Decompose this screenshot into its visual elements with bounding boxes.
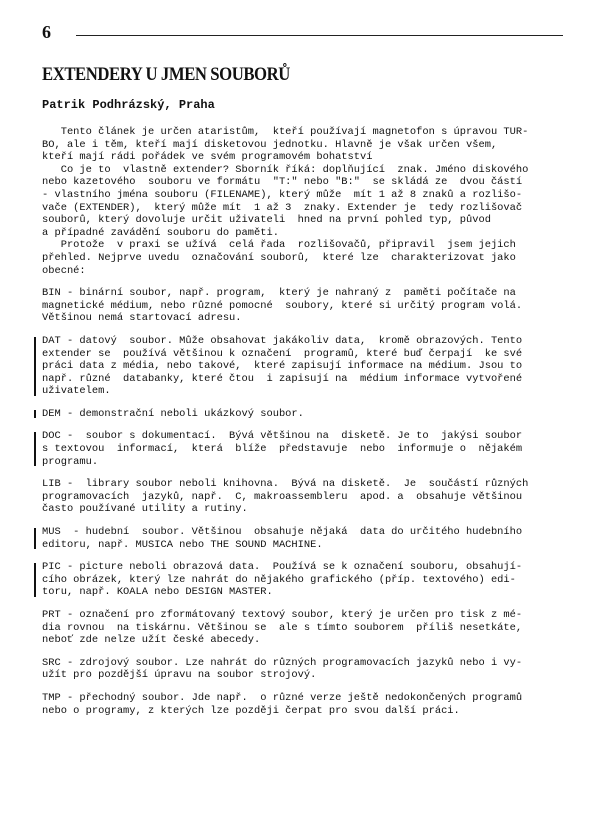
extender-entry-src [42,657,572,682]
entry-line: uživatelem. [42,385,111,398]
entry-line: TMP - přechodný soubor. Jde např. o různé verze ještě nedokončených programů [42,691,523,704]
intro-line: kteří mají rádi pořádek ve svém programovém bohatství [42,151,373,164]
intro-line: nebo kazetového souboru ve formátu "T:" nebo "B:" se skládá ze dvou částí [42,176,523,189]
entry-line: editoru, např. MUSICA nebo THE SOUND MACHINE. [42,538,323,551]
intro-paragraph [42,126,572,277]
extender-entry-doc [42,430,572,468]
intro-line: BO, ale i těm, kteří mají disketovou jednotku. Hlavně je však určen všem, [42,138,498,151]
entry-line: SRC - zdrojový soubor. Lze nahrát do různých programovacích jazyků nebo i vy- [42,656,523,669]
entry-line: s textovou informací, která blíže představuje nebo informuje o nějakém [42,443,523,456]
extender-entry-dat [42,335,572,398]
extender-entry-tmp [42,692,572,717]
entry-line: magnetické médium, nebo různé pomocné soubory, které si určitý program volá. [42,299,523,312]
article-body [42,126,572,717]
entry-line: extender se používá většinou k označení programů, které buď čerpají ke své [42,347,523,360]
entry-line: Většinou nemá startovací adresu. [42,312,242,325]
entry-line: PRT - označení pro zformátovaný textový soubor, který je určen pro tisk z mé- [42,609,523,621]
entry-line: toru, např. KOALA nebo DESIGN MASTER. [42,586,273,599]
extender-entry-lib [42,478,572,516]
margin-mark [34,410,36,419]
entry-line: DEM - demonstrační neboli ukázkový soubor. [42,407,304,420]
margin-mark [34,432,36,466]
intro-line: přehled. Nejprve uvedu označování souborů, které lze charakterizovat jako [42,251,516,264]
entry-line: neboť zde nelze užít české abecedy. [42,634,261,647]
article-author: Patrik Podhrázský, Praha [42,98,215,112]
intro-line: obecné: [42,264,86,277]
entry-line: DOC - soubor s dokumentací. Bývá většinou na disketě. Je to jakýsi soubor [42,430,523,443]
entry-line: cího obrázek, který lze nahrát do nějakého grafického (příp. textového) edi- [42,573,516,586]
extender-entry-bin [42,287,572,325]
margin-mark [34,337,36,396]
entry-line: BIN - binární soubor, např. program, který je nahraný z paměti počítače na [42,287,516,300]
intro-line: Co je to vlastně extender? Sborník říká: doplňující znak. Jméno diskového [42,163,529,176]
entry-line: dia rovnou na tiskárnu. Většinou se ale s tímto souborem příliš nesetkáte, [42,621,523,634]
intro-line: vače (EXTENDER), který může mít 1 až 3 znaky. Extender je tedy rozlišovač [42,201,523,214]
extender-entry-dem [42,408,572,421]
intro-line: Tento článek je určen ataristům, kteří používají magnetofon s úpravou TUR- [42,126,529,138]
entry-line: DAT - datový soubor. Může obsahovat jakákoliv data, kromě obrazových. Tento [42,334,523,347]
margin-mark [34,528,36,549]
entry-line: MUS - hudební soubor. Většinou obsahuje nějaká data do určitého hudebního [42,526,523,539]
entry-line: práci data z média, nebo takové, které zapisují informace na médium. Jsou to [42,360,523,373]
extender-entry-pic [42,561,572,599]
entry-line: užít pro pozdější úpravu na soubor strojový. [42,669,317,682]
entry-line: programovacích jazyků, např. C, makroassembleru apod. a obsahuje většinou [42,490,523,503]
entry-line: programu. [42,455,99,468]
article-title: EXTENDERY U JMEN SOUBORŮ [42,64,290,85]
extender-entry-prt [42,609,572,647]
entry-line: LIB - library soubor neboli knihovna. Bývá na disketě. Je součástí různých [42,478,529,491]
intro-line: a případné zavádění souboru do paměti. [42,226,279,239]
margin-mark [34,563,36,597]
intro-line: - vlastního jména souboru (FILENAME), který může mít 1 až 8 znaků a rozlišo- [42,188,523,201]
header-rule [76,35,563,36]
entry-line: nebo o programy, z kterých lze později čerpat pro svou další práci. [42,704,460,717]
intro-line: souborů, který dovoluje určit uživateli hned na první pohled typ, původ [42,214,491,227]
intro-line: Protože v praxi se užívá celá řada rozlišovačů, připravil jsem jejich [42,239,516,252]
entry-line: např. různé databanky, které čtou i zapisují na médium informace vytvořené [42,372,523,385]
entry-line: často používané utility a rutiny. [42,503,248,516]
page-number: 6 [42,22,51,42]
extender-entry-mus [42,526,572,551]
entry-line: PIC - picture neboli obrazová data. Používá se k označení souboru, obsahují- [42,561,523,574]
